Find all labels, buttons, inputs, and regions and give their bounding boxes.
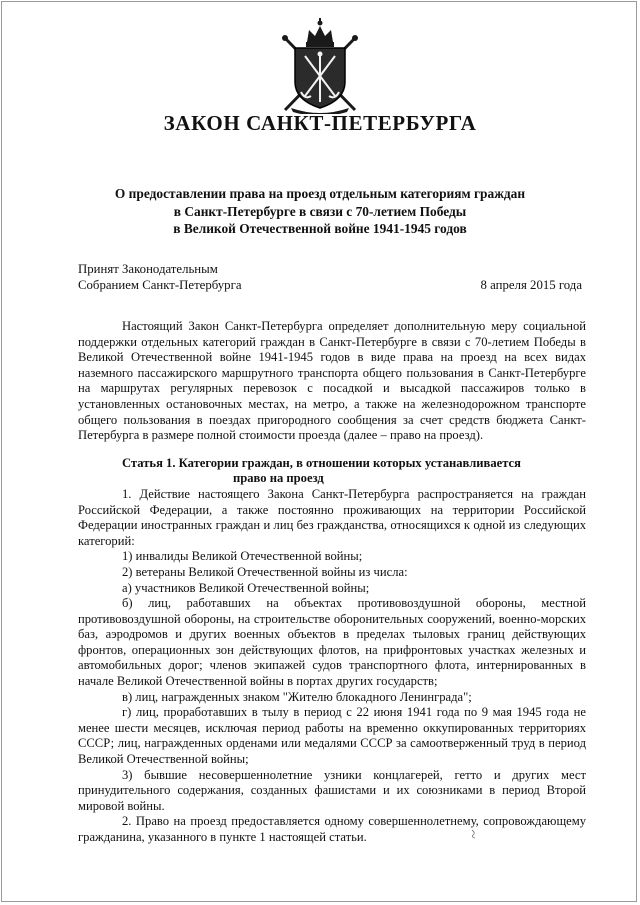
article-heading-line: Статья 1. Категории граждан, в отношении которых устанавливается xyxy=(122,455,521,470)
law-body xyxy=(78,319,586,846)
article-paragraph: а) участников Великой Отечественной войны; xyxy=(122,580,370,595)
law-title: ЗАКОН САНКТ-ПЕТЕРБУРГА xyxy=(163,111,477,135)
preamble-paragraph: Настоящий Закон Санкт-Петербурга определяет дополнительную меру социальной поддержки отдельных категорий граждан в Санкт-Петербурге в связи с 70-летием Победы в Великой Отечественной войне 1941-1945 годов в виде права на проезд на всех видах наземного пассажирского маршрутного транспорта общего пользования в Санкт-Петербурге на маршрутах регулярных перевозок с посадкой и высадкой пассажиров только в установленных остановочных местах, на метро, а также на железнодорожном транспорте общего пользования в поездах пригородного сообщения за счет средств бюджета Санкт-Петербурга в размере полной стоимости проезда (далее – право на проезд). xyxy=(78,319,586,443)
law-subject-line: О предоставлении права на проезд отдельным категориям граждан xyxy=(114,186,526,201)
st-petersburg-coat-of-arms-icon xyxy=(277,18,363,114)
adoption-block xyxy=(78,261,242,293)
adoption-line: Принят Законодательным xyxy=(78,262,218,276)
law-subject xyxy=(60,185,580,238)
article-paragraph: 3) бывшие несовершеннолетние узники концлагерей, гетто и других мест принудительного содержания, созданных фашистами и их союзниками в период Второй мировой войны. xyxy=(78,767,586,813)
law-subject-line: в Санкт-Петербурге в связи с 70-летием Победы xyxy=(173,203,467,219)
article-paragraph: 2) ветераны Великой Отечественной войны из числа: xyxy=(122,564,408,579)
article-heading-line: право на проезд xyxy=(233,471,324,486)
article-heading xyxy=(78,456,586,487)
adoption-date: 8 апреля 2015 года xyxy=(480,278,582,292)
article-paragraph: 1. Действие настоящего Закона Санкт-Петербурга распространяется на граждан Российской Федерации, а также постоянно проживающих на территории Российской Федерации иностранных граждан и лиц без гражданства, относящихся к одной из следующих категорий: xyxy=(78,486,586,548)
article-paragraph: в) лиц, награжденных знаком "Жителю блокадного Ленинграда"; xyxy=(122,689,472,704)
article-paragraph: г) лиц, проработавших в тылу в период с 22 июня 1941 года по 9 мая 1945 года не менее шести месяцев, исключая период работы на временно оккупированных территориях СССР; лиц, награжденных орденами или медалями СССР за самоотверженный труд в период Великой Отечественной войны; xyxy=(78,705,586,767)
article-paragraph: б) лиц, работавших на объектах противовоздушной обороны, местной противовоздушной обороны, на строительстве оборонительных сооружений, военно-морских баз, аэродромов и других военных объектов в пределах тыловых границ действующих фронтов, операционных зон действующих флотов, на прифронтовых участках железных и автомобильных дорог; членов экипажей судов транспортного флота, интернированных в начале Великой Отечественной войны в портах других государств; xyxy=(78,596,586,689)
pen-mark-icon xyxy=(470,829,478,839)
article-paragraph: 2. Право на проезд предоставляется одному совершеннолетнему, сопровождающему гражданина, указанного в пункте 1 настоящей статьи. xyxy=(78,814,586,844)
article-paragraph: 1) инвалиды Великой Отечественной войны; xyxy=(122,549,363,564)
law-subject-line: в Великой Отечественной войне 1941-1945 годов xyxy=(173,221,467,236)
adoption-line: Собранием Санкт-Петербурга xyxy=(78,278,242,292)
